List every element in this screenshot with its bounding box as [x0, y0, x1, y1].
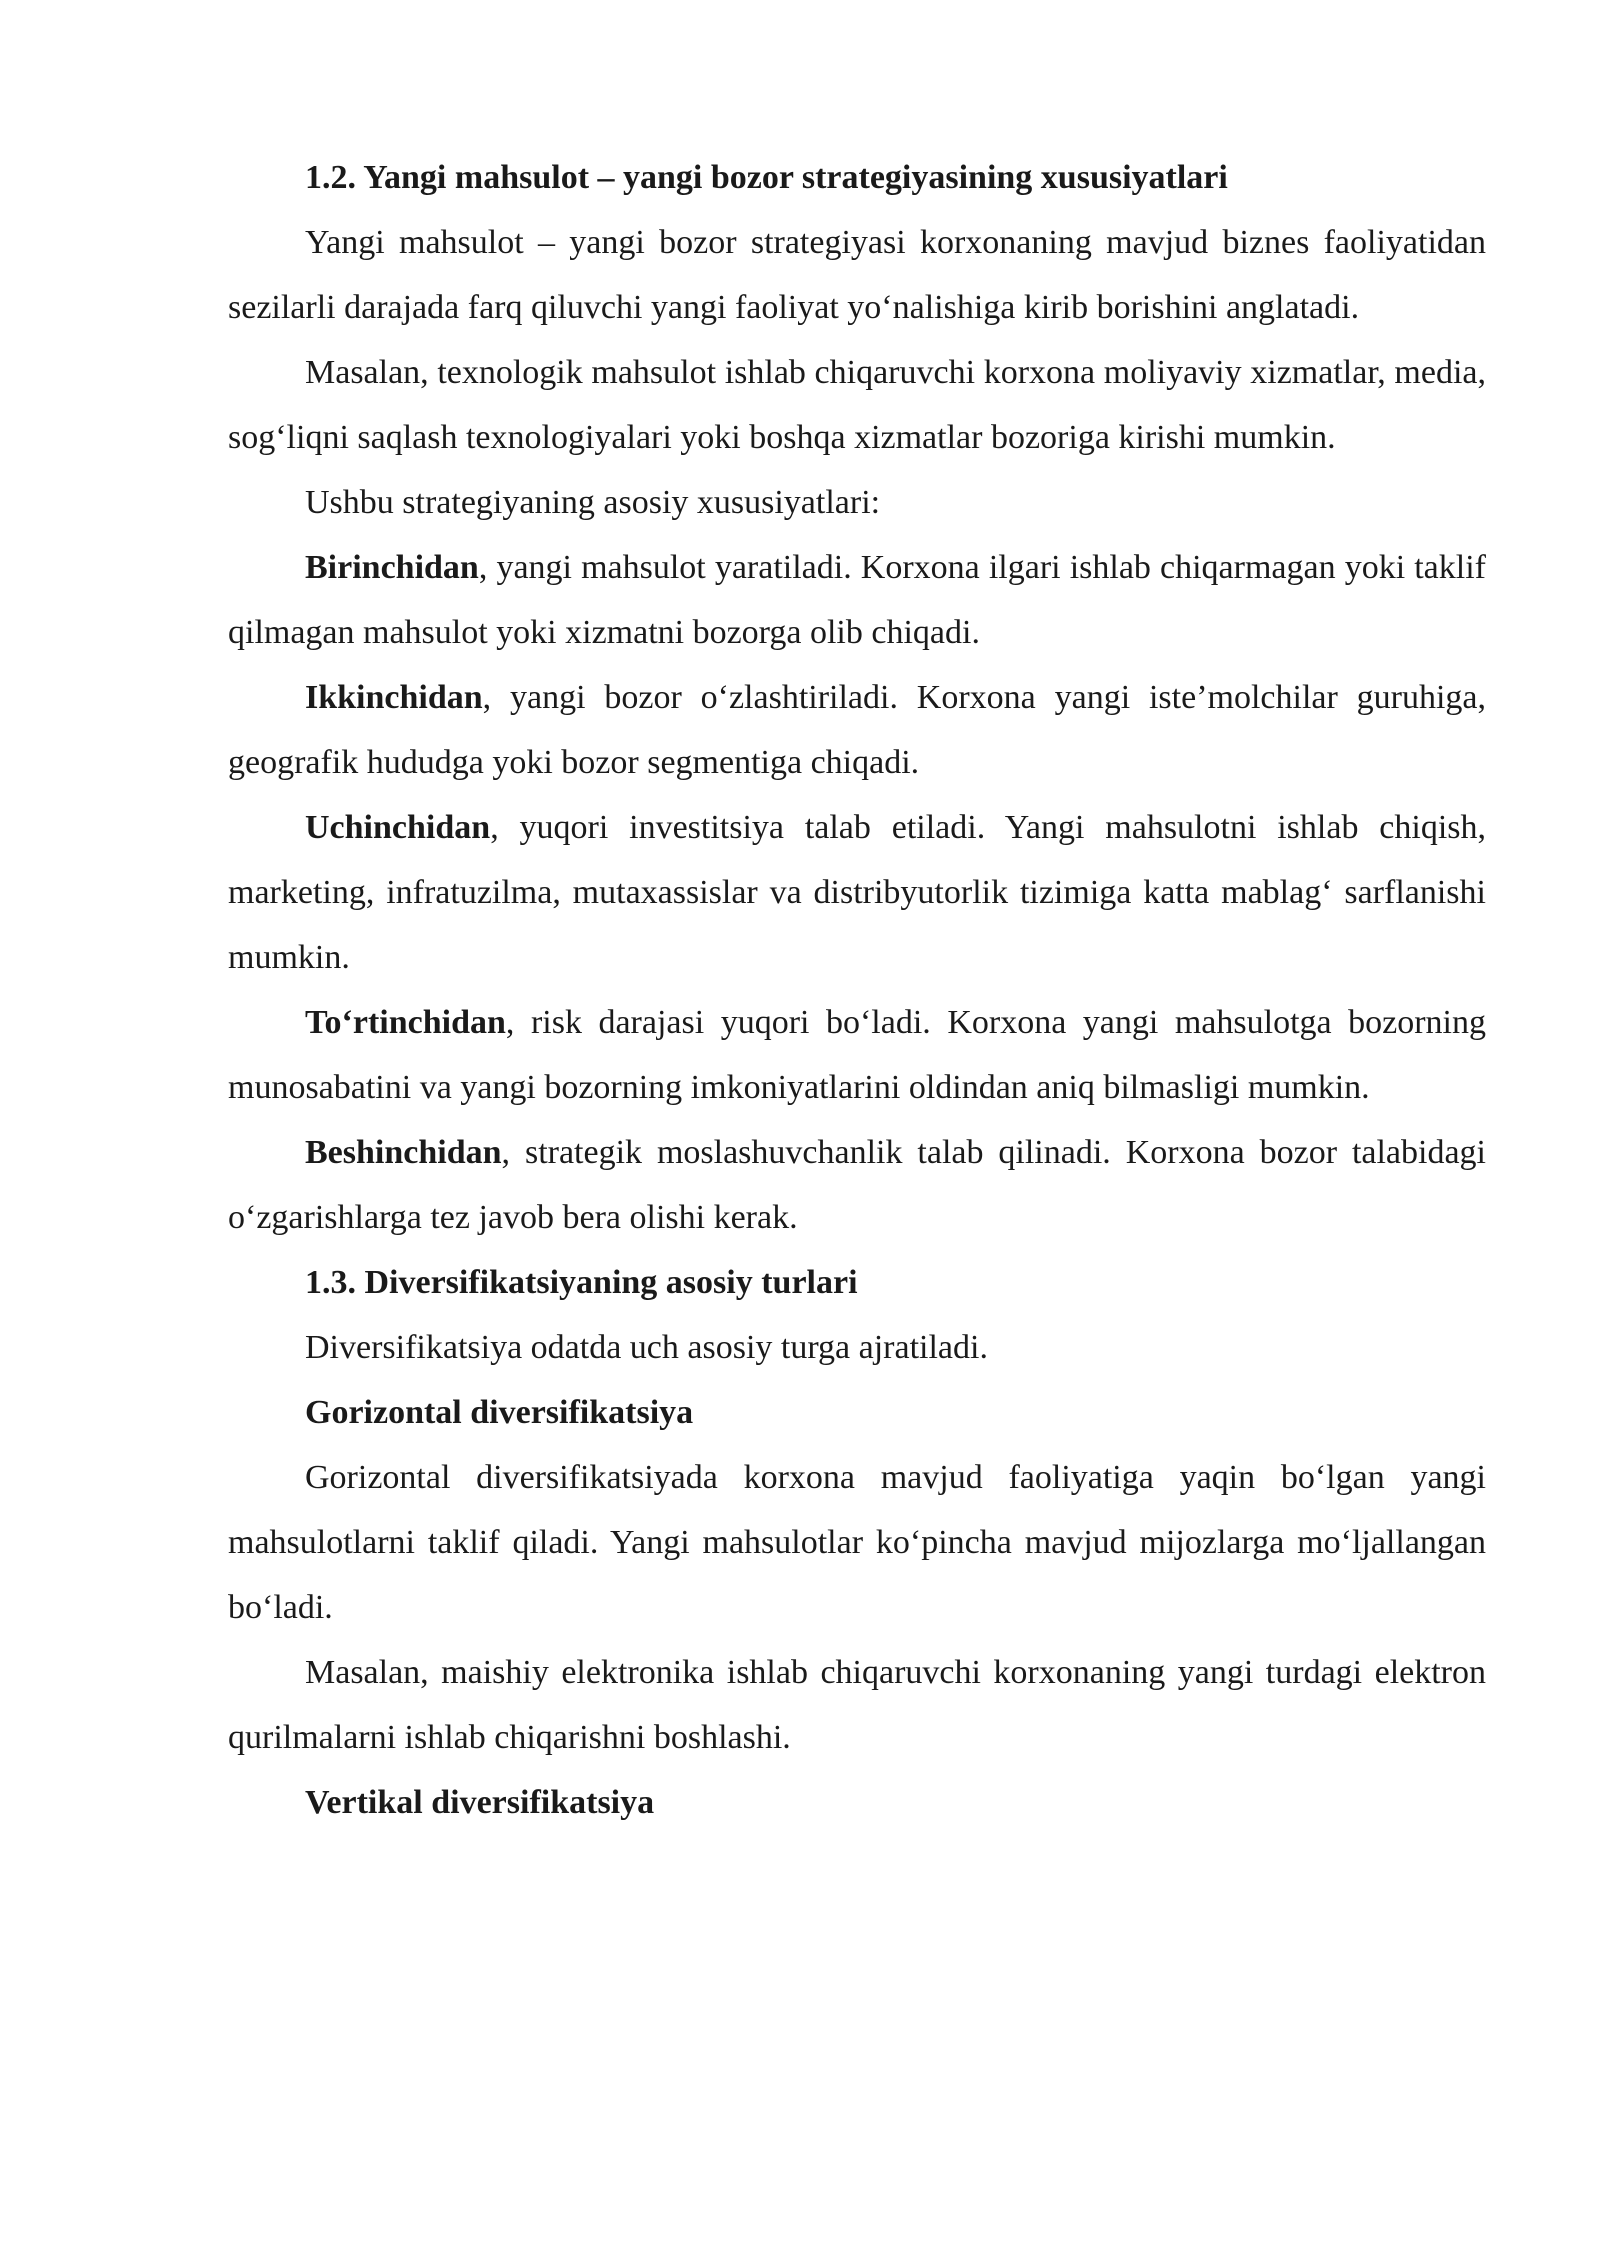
feature-text-1: , yangi mahsulot yaratiladi. Korxona ilgari ishlab chiqarmagan yoki taklif qilmagan mahsulot yoki xizmatni bozorga olib chiqadi. — [228, 549, 1486, 651]
feature-paragraph-4 — [228, 990, 1486, 1120]
subheading-vertical: Vertikal diversifikatsiya — [305, 1784, 655, 1821]
feature-paragraph-3 — [228, 795, 1486, 990]
section-heading-1-3: 1.3. Diversifikatsiyaning asosiy turlari — [305, 1264, 858, 1301]
feature-label-5: Beshinchidan — [305, 1134, 502, 1171]
feature-label-4: To‘rtinchidan — [305, 1004, 506, 1041]
feature-label-1: Birinchidan — [305, 549, 479, 586]
feature-label-2: Ikkinchidan — [305, 679, 483, 716]
feature-paragraph-2 — [228, 665, 1486, 795]
paragraph-intro: Yangi mahsulot – yangi bozor strategiyasi korxonaning mavjud biznes faoliyatidan sezilarli darajada farq qiluvchi yangi faoliyat yo‘nalishiga kirib borishini anglatadi. — [228, 224, 1486, 326]
subheading-horizontal: Gorizontal diversifikatsiya — [305, 1394, 694, 1431]
section-heading-1-2: 1.2. Yangi mahsulot – yangi bozor strategiyasining xususiyatlari — [305, 159, 1228, 196]
feature-text-5: , strategik moslashuvchanlik talab qilinadi. Korxona bozor talabidagi o‘zgarishlarga tez javob bera olishi kerak. — [228, 1134, 1486, 1236]
paragraph-features-intro: Ushbu strategiyaning asosiy xususiyatlari: — [305, 484, 881, 521]
paragraph-horizontal-text: Gorizontal diversifikatsiyada korxona mavjud faoliyatiga yaqin bo‘lgan yangi mahsulotlarni taklif qiladi. Yangi mahsulotlar ko‘pincha mavjud mijozlarga mo‘ljallangan bo‘ladi. — [228, 1459, 1486, 1626]
feature-paragraph-1 — [228, 535, 1486, 665]
feature-label-3: Uchinchidan — [305, 809, 491, 846]
feature-text-3: , yuqori investitsiya talab etiladi. Yangi mahsulotni ishlab chiqish, marketing, infratuzilma, mutaxassislar va distribyutorlik tizimiga katta mablag‘ sarflanishi mumkin. — [228, 809, 1486, 976]
paragraph-example: Masalan, texnologik mahsulot ishlab chiqaruvchi korxona moliyaviy xizmatlar, media, sog‘liqni saqlash texnologiyalari yoki boshqa xizmatlar bozoriga kirishi mumkin. — [228, 354, 1486, 456]
paragraph-types-intro: Diversifikatsiya odatda uch asosiy turga ajratiladi. — [305, 1329, 988, 1366]
feature-text-2: , yangi bozor o‘zlashtiriladi. Korxona yangi iste’molchilar guruhiga, geografik hududga yoki bozor segmentiga chiqadi. — [228, 679, 1486, 781]
feature-paragraph-5 — [228, 1120, 1486, 1250]
document-page — [228, 145, 1486, 1835]
paragraph-horizontal-example: Masalan, maishiy elektronika ishlab chiqaruvchi korxonaning yangi turdagi elektron qurilmalarni ishlab chiqarishni boshlashi. — [228, 1654, 1486, 1756]
feature-text-4: , risk darajasi yuqori bo‘ladi. Korxona yangi mahsulotga bozorning munosabatini va yangi bozorning imkoniyatlarini oldindan aniq bilmasligi mumkin. — [228, 1004, 1486, 1106]
